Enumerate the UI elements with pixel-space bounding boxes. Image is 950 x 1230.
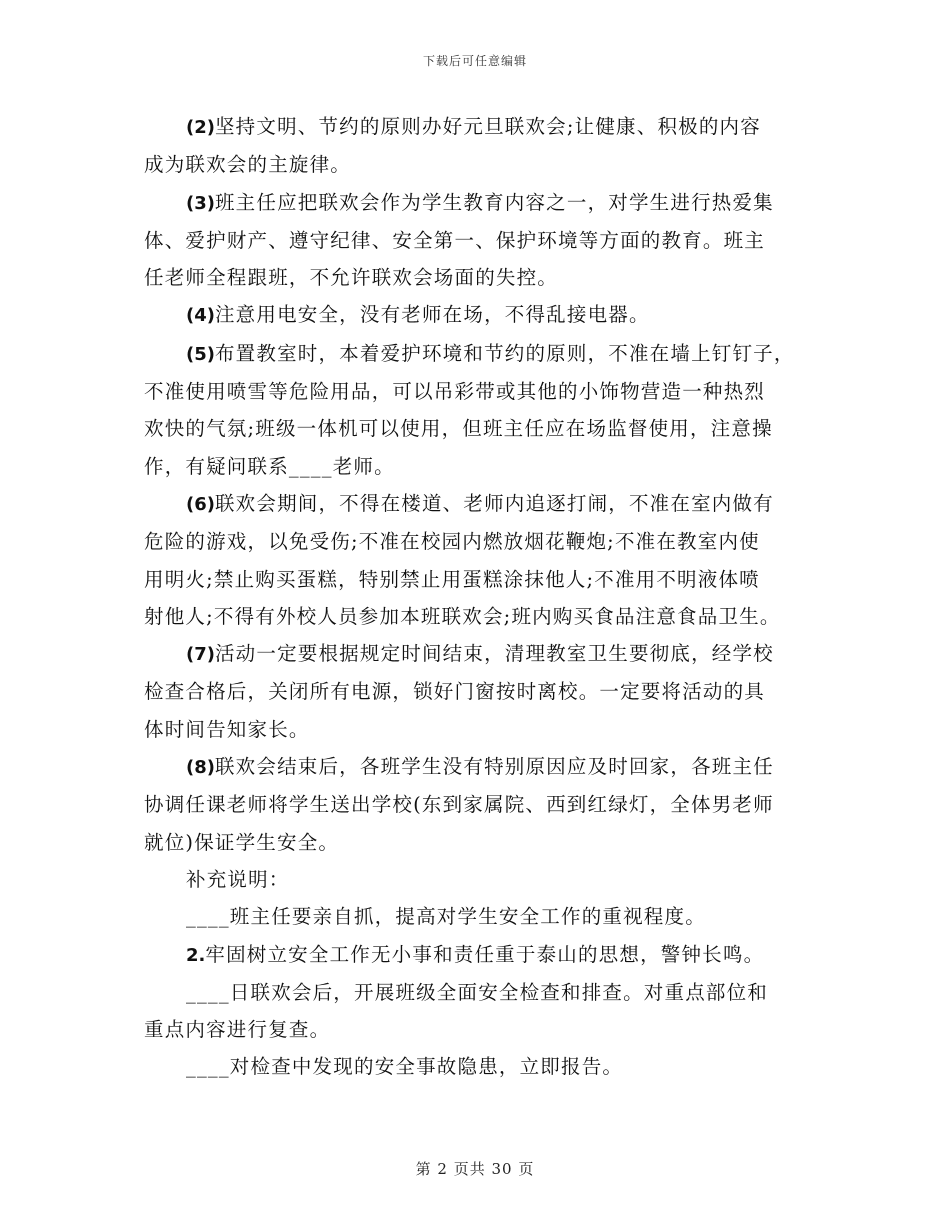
line-text: 协调任课老师将学生送出学校(东到家属院、西到红绿灯，全体男老师 [144, 793, 774, 817]
paragraph-line [144, 485, 812, 523]
line-text: 不准使用喷雪等危险用品，可以吊彩带或其他的小饰物营造一种热烈 [144, 380, 766, 404]
paragraph-line [144, 598, 812, 635]
paragraph [144, 296, 812, 334]
line-text: 班主任应把联欢会作为学生教育内容之一，对学生进行热爱集 [214, 190, 774, 214]
paragraph-line [144, 673, 812, 710]
item-number: (7) [186, 644, 215, 666]
paragraph [144, 861, 812, 898]
line-text: 成为联欢会的主旋律。 [144, 153, 352, 177]
line-text: 联欢会期间，不得在楼道、老师内追逐打闹，不准在室内做有 [214, 491, 774, 515]
paragraph-line [144, 711, 812, 748]
paragraph-line [144, 523, 812, 560]
line-text: 就位)保证学生安全。 [144, 830, 340, 854]
paragraph-line [144, 184, 812, 222]
paragraph-line [144, 335, 812, 373]
item-number: (2) [186, 117, 215, 138]
paragraph-line [144, 108, 812, 146]
paragraph [144, 108, 812, 184]
item-number: (4) [186, 305, 215, 327]
paragraph-line [144, 146, 812, 183]
line-text: 布置教室时，本着爱护环境和节约的原则，不准在墙上钉钉子， [214, 341, 795, 365]
paragraph-line [144, 1048, 812, 1085]
paragraph [144, 936, 812, 974]
item-number: (5) [186, 343, 215, 365]
line-text: 体时间告知家长。 [144, 717, 310, 741]
paragraph-line [144, 748, 812, 786]
line-text: ____班主任要亲自抓，提高对学生安全工作的重视程度。 [186, 905, 706, 929]
paragraph [144, 1048, 812, 1085]
paragraph-line [144, 635, 812, 673]
paragraph-line [144, 296, 812, 334]
paragraph [144, 335, 812, 485]
paragraph [144, 485, 812, 635]
line-text: 作，有疑问联系____老师。 [144, 454, 395, 478]
item-number: (6) [186, 493, 215, 515]
paragraph-line [144, 861, 812, 898]
item-number: (3) [186, 192, 215, 214]
page-footer: 第 2 页共 30 页 [415, 1160, 535, 1178]
paragraph [144, 748, 812, 861]
paragraph-line [144, 936, 812, 974]
page-header: 下载后可任意编辑 [422, 54, 527, 68]
line-text: 任老师全程跟班，不允许联欢会场面的失控。 [144, 266, 559, 290]
paragraph [144, 184, 812, 297]
line-text: 注意用电安全，没有老师在场，不得乱接电器。 [214, 303, 650, 327]
item-number: 2. [186, 944, 206, 966]
paragraph [144, 898, 812, 935]
line-text: ____对检查中发现的安全事故隐患，立即报告。 [186, 1055, 624, 1079]
paragraph-line [144, 824, 812, 861]
paragraph-line [144, 786, 812, 823]
line-text: 联欢会结束后，各班学生没有特别原因应及时回家，各班主任 [214, 755, 774, 779]
paragraph-line [144, 561, 812, 598]
paragraph-line [144, 222, 812, 259]
paragraph [144, 974, 812, 1049]
line-text: 重点内容进行复查。 [144, 1018, 331, 1042]
paragraph [144, 635, 812, 748]
paragraph-line [144, 410, 812, 447]
line-text: 补充说明： [186, 867, 290, 891]
line-text: 欢快的气氛;班级一体机可以使用，但班主任应在场监督使用，注意操 [144, 417, 773, 441]
paragraph-line [144, 259, 812, 296]
paragraph-line [144, 373, 812, 410]
line-text: 危险的游戏，以免受伤;不准在校园内燃放烟花鞭炮;不准在教室内使 [144, 530, 760, 554]
document-body [144, 108, 812, 1086]
line-text: ____日联欢会后，开展班级全面安全检查和排查。对重点部位和 [186, 980, 769, 1004]
line-text: 坚持文明、节约的原则办好元旦联欢会;让健康、积极的内容 [214, 115, 761, 138]
line-text: 牢固树立安全工作无小事和责任重于泰山的思想，警钟长鸣。 [205, 942, 765, 966]
line-text: 射他人;不得有外校人员参加本班联欢会;班内购买食品注意食品卫生。 [144, 604, 781, 628]
line-text: 用明火;禁止购买蛋糕，特别禁止用蛋糕涂抹他人;不准用不明液体喷 [144, 567, 760, 591]
line-text: 体、爱护财产、遵守纪律、安全第一、保护环境等方面的教育。班主 [144, 228, 766, 252]
line-text: 活动一定要根据规定时间结束，清理教室卫生要彻底，经学校 [214, 642, 774, 666]
item-number: (8) [186, 757, 215, 779]
line-text: 检查合格后，关闭所有电源，锁好门窗按时离校。一定要将活动的具 [144, 680, 766, 704]
paragraph-line [144, 448, 812, 485]
paragraph-line [144, 1011, 812, 1048]
paragraph-line [144, 974, 812, 1011]
paragraph-line [144, 898, 812, 935]
